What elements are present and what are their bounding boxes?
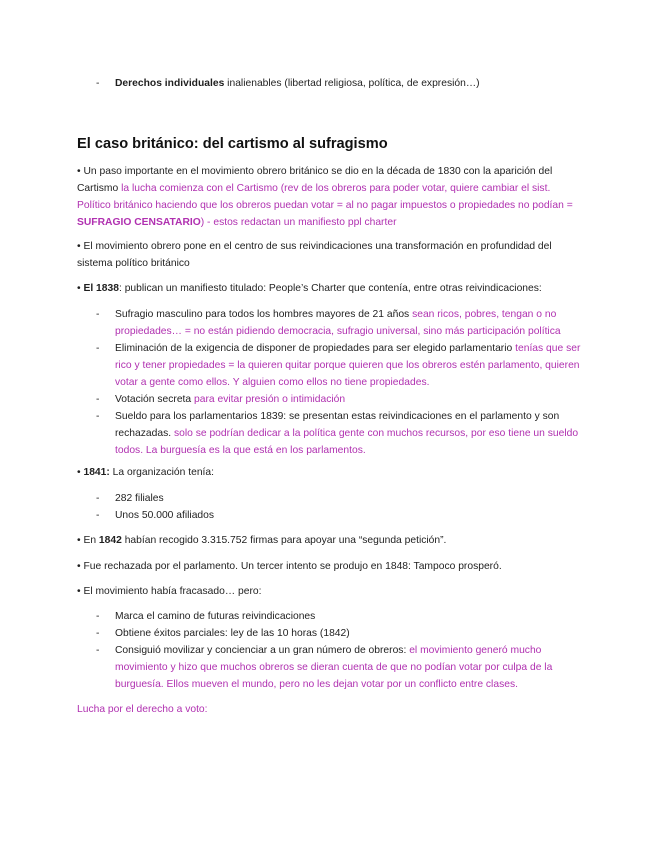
final-annotation: Lucha por el derecho a voto: [77, 704, 208, 715]
annotation: sean ricos, pobres, tengan o no propiedades… = no están pidiendo democracia, sufragio universal, sino más participación política [115, 309, 561, 337]
list-item: - Marca el camino de futuras reivindicaciones [96, 611, 316, 622]
paragraph-1841: • 1841: La organización tenía: [77, 467, 214, 478]
list-item: - Sufragio masculino para todos los hombres mayores de 21 años sean ricos, pobres, tengan o no propiedades… = no están pidiendo democracia, sufragio universal, sino más participación política [96, 309, 561, 337]
charter-list [96, 306, 586, 459]
annotation: ) - estos redactan un manifiesto ppl charter [200, 217, 397, 228]
list-item: - Obtiene éxitos parciales: ley de las 10 horas (1842) [96, 628, 350, 639]
paragraph-fracasado: • El movimiento había fracasado… pero: [77, 586, 262, 597]
intro-bold: Derechos individuales [115, 78, 225, 89]
annotation: para evitar presión o intimidación [194, 394, 346, 405]
paragraph-1838: • El 1838: publican un manifiesto titulado: People’s Charter que contenía, entre otras reivindicaciones: [77, 283, 542, 294]
list-item: - Derechos individuales inalienables (libertad religiosa, política, de expresión…) [96, 78, 480, 89]
list-item: - Sueldo para los parlamentarios 1839: se presentan estas reivindicaciones en el parlamento y son rechazadas. solo se podrían dedicar a la política gente con muchos recursos, por eso tiene un sueldo todos. La burguesía es la que está en los parlamentos. [96, 411, 579, 456]
paragraph-rechazada: • Fue rechazada por el parlamento. Un tercer intento se produjo en 1848: Tampoco prosperó. [77, 561, 502, 572]
paragraph-reivindicaciones: • El movimiento obrero pone en el centro de sus reivindicaciones una transformación en profundidad del sistema político británico [77, 241, 552, 269]
intro-text: inalienables (libertad religiosa, política, de expresión…) [224, 78, 480, 89]
annotation: la lucha comienza con el Cartismo (rev de los obreros para poder votar, quiere cambiar el sist. Político británico haciendo que los obreros puedan votar = al no pagar impuestos o propiedades no podían = [77, 183, 573, 211]
list-item: - Eliminación de la exigencia de disponer de propiedades para ser elegido parlamentario tenías que ser rico y tener propiedades = la quieren quitar porque quieren que los obreros estén parlamento, quieren votar a gente como ellos. Y alguien como ellos no tiene propiedades. [96, 343, 581, 388]
list-item: - Consiguió movilizar y concienciar a un gran número de obreros: el movimiento generó mucho movimiento y hizo que muchos obreros se dieran cuenta de que no podían votar por culpa de la burguesía. Ellos mueven el mundo, pero no les dejan votar por un conflicto entre clases. [96, 645, 553, 690]
organization-list [96, 490, 586, 524]
annotation: tenías que ser rico y tener propiedades = la quieren quitar porque quieren que los obreros estén parlamento, quieren votar a gente como ellos. Y alguien como ellos no tiene propiedades. [115, 343, 581, 388]
paragraph-cartismo: • Un paso importante en el movimiento obrero británico se dio en la década de 1830 con la aparición del Cartismo la lucha comienza con el Cartismo (rev de los obreros para poder votar, quiere cambiar el sist. Político británico haciendo que los obreros puedan votar = al no pagar impuestos o propiedades no podían = SUFRAGIO CENSATARIO) - estos redactan un manifiesto ppl charter [77, 166, 573, 228]
annotation: solo se podrían dedicar a la política gente con muchos recursos, por eso tiene un sueldo todos. La burguesía es la que está en los parlamentos. [115, 428, 579, 456]
outcome-list [96, 608, 586, 693]
annotation-bold: SUFRAGIO CENSATARIO [77, 217, 201, 228]
annotation: el movimiento generó mucho movimiento y hizo que muchos obreros se dieran cuenta de que no podían votar por culpa de la burguesía. Ellos mueven el mundo, pero no les dejan votar por un conflicto entre clases. [115, 645, 553, 690]
list-item: - Votación secreta para evitar presión o intimidación [96, 394, 346, 405]
list-item: - 282 filiales [96, 493, 164, 504]
list-item: - Unos 50.000 afiliados [96, 510, 215, 521]
section-heading: El caso británico: del cartismo al sufragismo [77, 136, 388, 152]
paragraph-1842: • En 1842 habían recogido 3.315.752 firmas para apoyar una “segunda petición”. [77, 535, 447, 546]
intro-list [96, 75, 586, 92]
